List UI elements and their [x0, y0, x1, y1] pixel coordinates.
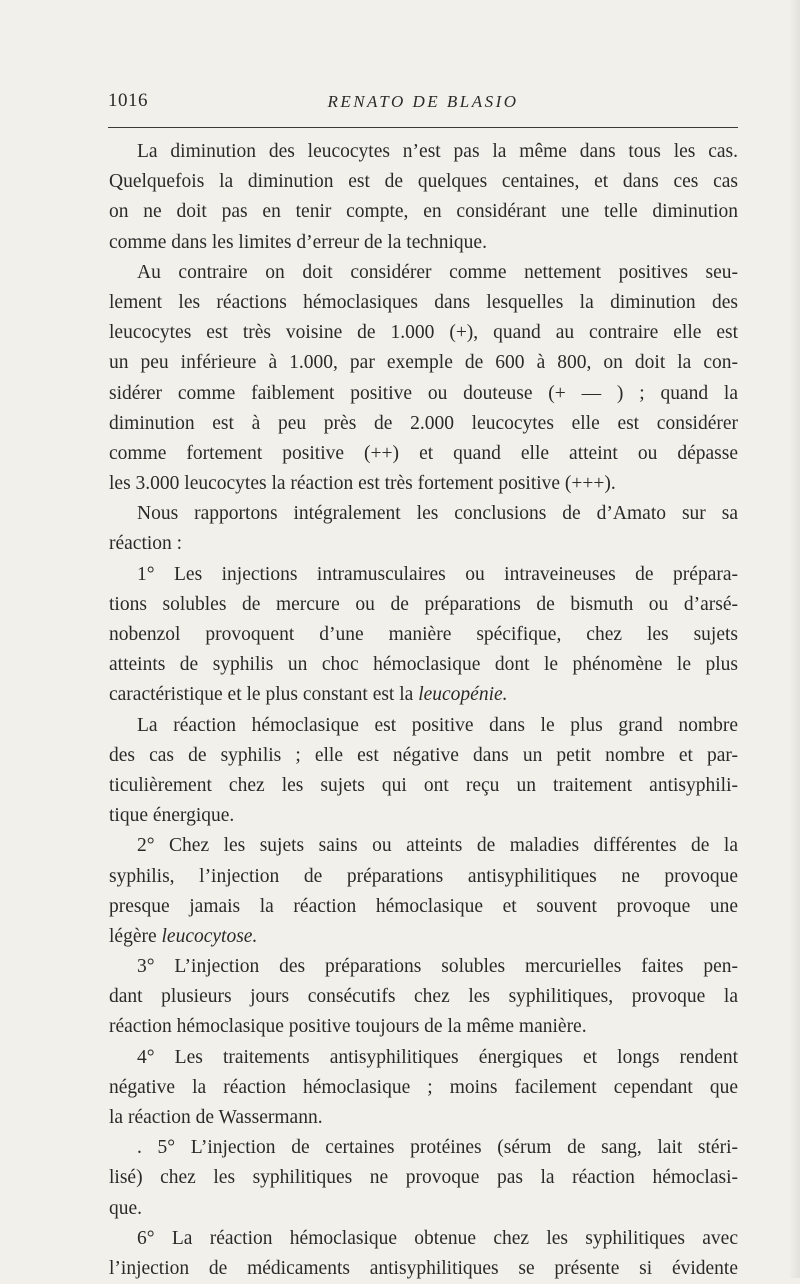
text-line: négative la réaction hémoclasique ; moins facilement cependant que — [109, 1076, 738, 1098]
text-line: 3° L’injection des préparations solubles mercurielles faites pen- — [137, 956, 738, 978]
text-line: . 5° L’injection de certaines protéines (sérum de sang, lait stéri- — [137, 1137, 738, 1159]
page-header — [108, 90, 738, 120]
text-line: lisé) chez les syphilitiques ne provoque pas la réaction hémoclasi- — [109, 1167, 738, 1189]
text-line: 1° Les injections intramusculaires ou intraveineuses de prépara- — [137, 563, 738, 585]
text-line — [109, 922, 738, 952]
text-line: comme fortement positive (++) et quand elle atteint ou dépasse — [109, 442, 738, 464]
text-line: atteints de syphilis un choc hémoclasique dont le phénomène le plus — [109, 654, 738, 676]
text-line: presque jamais la réaction hémoclasique et souvent provoque une — [109, 895, 738, 917]
text-line: comme dans les limites d’erreur de la technique. — [109, 231, 487, 253]
text-line: Quelquefois la diminution est de quelques centaines, et dans ces cas — [109, 171, 738, 193]
text-line: 2° Chez les sujets sains ou atteints de maladies différentes de la — [137, 835, 738, 857]
running-head: RENATO DE BLASIO — [327, 92, 519, 111]
text-line: La diminution des leucocytes n’est pas la même dans tous les cas. — [137, 141, 738, 162]
text-line: La réaction hémoclasique est positive dans le plus grand nombre — [137, 714, 738, 736]
italic-term-leucopenie: leucopénie. — [418, 684, 508, 706]
text-line — [109, 680, 738, 710]
body-text — [109, 137, 738, 1284]
text-run: légère — [109, 925, 162, 947]
page-edge — [790, 0, 800, 1278]
text-line: l’injection de médicaments antisyphilitiques se présente si évidente — [109, 1257, 738, 1279]
text-line: que. — [109, 1197, 143, 1219]
text-line: un peu inférieure à 1.000, par exemple de 600 à 800, on doit la con- — [109, 352, 738, 374]
text-line: nobenzol provoquent d’une manière spécifique, chez les sujets — [109, 624, 738, 645]
text-line: lement les réactions hémoclasiques dans lesquelles la diminution des — [109, 291, 738, 313]
text-line: tions solubles de mercure ou de préparations de bismuth ou d’arsé- — [109, 593, 738, 615]
text-line: des cas de syphilis ; elle est négative dans un petit nombre et par- — [109, 744, 738, 766]
text-line: syphilis, l’injection de préparations antisyphilitiques ne provoque — [109, 865, 738, 887]
text-line: on ne doit pas en tenir compte, en considérant une telle diminution — [109, 201, 738, 223]
text-run: caractéristique et le plus constant est la — [109, 684, 419, 706]
text-line: leucocytes est très voisine de 1.000 (+), quand au contraire elle est — [109, 322, 738, 344]
text-line: tique énergique. — [109, 805, 235, 827]
text-line: sidérer comme faiblement positive ou douteuse (+ — ) ; quand la — [109, 382, 738, 404]
page-number: 1016 — [108, 90, 148, 111]
italic-term-leucocytose: leucocytose. — [161, 925, 258, 947]
text-line: dant plusieurs jours consécutifs chez les syphilitiques, provoque la — [109, 986, 738, 1008]
text-line: ticulièrement chez les sujets qui ont reçu un traitement antisyphili- — [109, 774, 738, 796]
text-line: diminution est à peu près de 2.000 leucocytes elle est considérer — [109, 412, 738, 434]
text-line: réaction hémoclasique positive toujours de la même manière. — [109, 1016, 587, 1038]
text-line: réaction : — [109, 533, 183, 555]
text-line: Au contraire on doit considérer comme nettement positives seu- — [137, 261, 738, 283]
text-line: la réaction de Wassermann. — [109, 1107, 323, 1128]
text-line: 6° La réaction hémoclasique obtenue chez les syphilitiques avec — [137, 1227, 738, 1249]
header-rule — [108, 127, 738, 128]
text-line: 4° Les traitements antisyphilitiques énergiques et longs rendent — [137, 1046, 738, 1068]
text-line: les 3.000 leucocytes la réaction est très fortement positive (+++). — [109, 473, 616, 495]
text-line: Nous rapportons intégralement les conclusions de d’Amato sur sa — [137, 503, 738, 525]
